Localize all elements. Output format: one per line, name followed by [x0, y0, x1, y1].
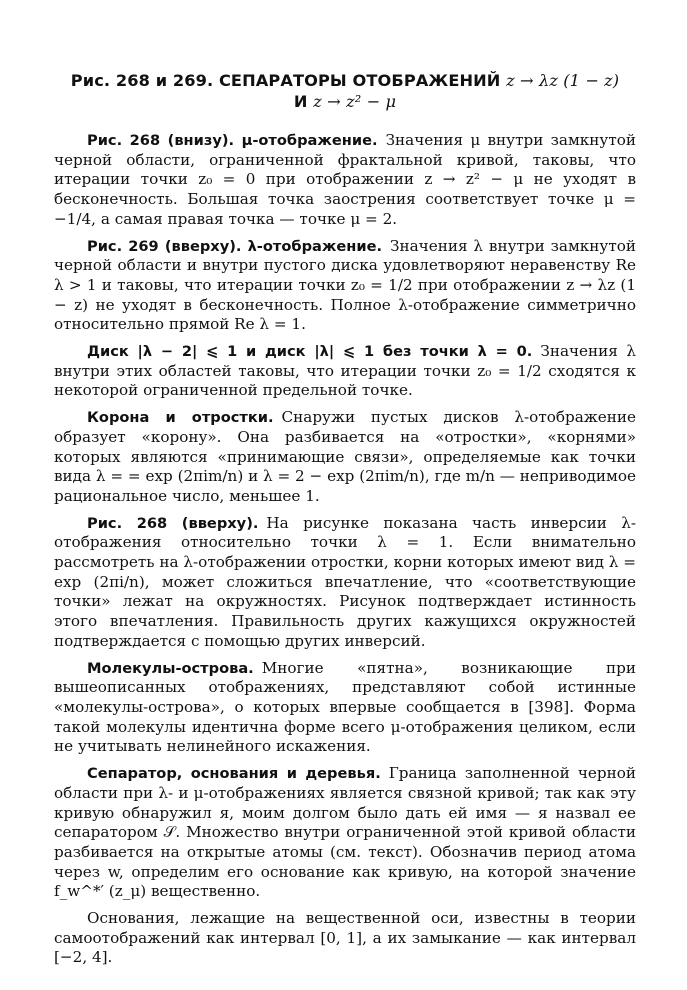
paragraph-disks — [54, 342, 636, 401]
paragraph-lambda-map — [54, 237, 636, 336]
paragraph-text: Снаружи пустых дисков λ-отображение образует «корону». Она разбивается на «отростки», «корнями» которых являются «принимающие связи», определяемые как точки вида λ = = exp (2πim/n) и λ = 2 − exp (2πim/n), где m/n — неприводимое рациональное число, меньшее 1. — [54, 408, 636, 505]
title-line-2-text: И — [293, 92, 314, 111]
paragraph-corona — [54, 408, 636, 507]
title-line-1 — [54, 70, 636, 91]
paragraph-heading: Сепаратор, основания и деревья. — [87, 765, 381, 783]
page — [54, 70, 636, 975]
paragraph-fig268-top — [54, 514, 636, 652]
paragraph-separator — [54, 764, 636, 902]
paragraph-text: Значения μ внутри замкнутой черной области, ограниченной фрактальной кривой, таковы, что итерации точки z₀ = 0 при отображении z → z² − μ не уходят в бесконечность. Большая точка заострения соответствует точке μ = −1/4, а самая правая точка — точке μ = 2. — [54, 131, 636, 228]
title-line-2 — [54, 91, 636, 112]
paragraph-heading: Рис. 268 (внизу). μ-отображение. — [87, 132, 378, 149]
paragraph-heading: Диск |λ − 2| ⩽ 1 и диск |λ| ⩽ 1 без точки λ = 0. — [87, 343, 533, 361]
title-line-1-formula: z → λz (1 − z) — [506, 71, 620, 90]
paragraph-text: На рисунке показана часть инверсии λ-отображения относительно точки λ = 1. Если внимательно рассмотреть на λ-отображении отростки, корни которых имеют вид λ = exp (2πi/n), может сложиться впечатление, что «соответствующие точки» лежат на окружностях. Рисунок подтверждает истинность этого впечатления. Правильность других кажущихся окружностей подтверждается с помощью других инверсий. — [54, 513, 636, 650]
paragraph-heading: Рис. 269 (вверху). λ-отображение. — [87, 237, 383, 255]
paragraph-text: Значения λ внутри замкнутой черной области и внутри пустого диска удовлетворяют неравенству Re λ > 1 и таковы, что итерации точки z₀ = 1/2 при отображении z → λz (1 − z) не уходят в бесконечность. Полное λ-отображение симметрично относительно прямой Re λ = 1. — [54, 236, 636, 334]
title-line-1-text: Рис. 268 и 269. СЕПАРАТОРЫ ОТОБРАЖЕНИЙ — [70, 71, 507, 90]
paragraph-heading: Рис. 268 (вверху). — [87, 514, 259, 532]
page-title — [54, 70, 636, 112]
paragraph-heading: Корона и отростки. — [87, 409, 274, 427]
paragraph-mu-map — [54, 131, 636, 230]
paragraph-heading: Молекулы-острова. — [87, 659, 254, 677]
title-line-2-formula: z → z² − μ — [313, 92, 397, 111]
paragraph-molecules — [54, 659, 636, 758]
paragraph-bases — [54, 909, 636, 968]
paragraph-text: Основания, лежащие на вещественной оси, известны в теории самоотображений как интервал [0, 1], а их замыкание — как интервал [−2, 4]. — [54, 909, 636, 967]
paragraph-text: Значения λ внутри этих областей таковы, что итерации точки z₀ = 1/2 сходятся к некоторой ограниченной предельной точке. — [54, 342, 636, 400]
paragraph-text: Граница заполненной черной области при λ- и μ-отображениях является связной кривой; так как эту кривую обнаружил я, моим долгом было дать ей имя — я назвал ее сепаратором 𝒮. Множество внутри ограниченной этой кривой области разбивается на открытые атомы (см. текст). Обозначив период атома через w, определим его основание как кривую, на которой значение f_w^*′ (z_μ) вещественно. — [54, 764, 636, 901]
paragraph-text: Многие «пятна», возникающие при вышеописанных отображениях, представляют собой истинные «молекулы-острова», о которых впервые сообщается в [398]. Форма такой молекулы идентична форме всего μ-отображения целиком, если не учитывать нелинейного искажения. — [54, 658, 636, 756]
